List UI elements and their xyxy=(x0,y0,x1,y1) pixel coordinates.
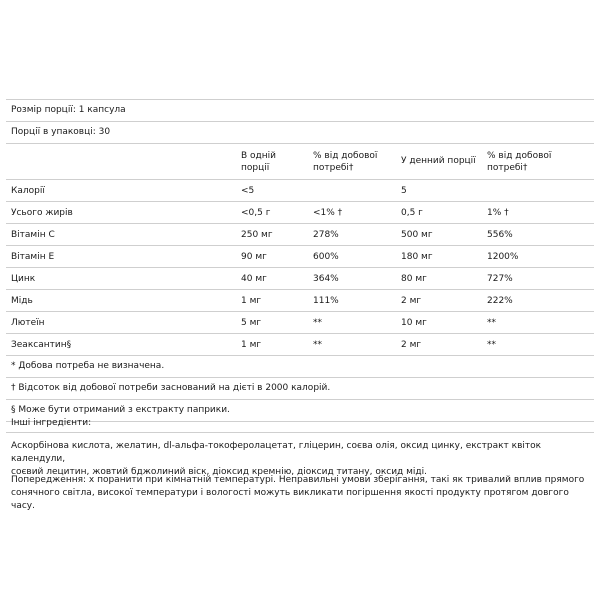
amount-per-day: 180 мг xyxy=(401,252,433,262)
amount-per-day: 0,5 г xyxy=(401,208,423,218)
amount-per-day: 2 мг xyxy=(401,340,422,350)
nutrient-name: Вітамін C xyxy=(11,230,55,240)
col-dv-per-day: % від добової потребі† xyxy=(487,151,552,173)
amount-per-serving: <0,5 г xyxy=(241,208,271,218)
amount-per-day: 10 мг xyxy=(401,318,427,328)
amount-per-serving: <5 xyxy=(241,186,255,196)
dv-per-serving: ** xyxy=(313,318,322,328)
footnote-paprika-source: § Може бути отриманий з екстракту паприки. xyxy=(11,405,230,415)
nutrient-name: Усього жирів xyxy=(11,208,73,218)
dv-per-serving: ** xyxy=(313,340,322,350)
amount-per-serving: 5 мг xyxy=(241,318,262,328)
col-dv-per-serving: % від добової потребі† xyxy=(313,151,378,173)
other-ingredients-heading-row xyxy=(6,418,594,433)
amount-per-day: 2 мг xyxy=(401,296,422,306)
amount-per-serving: 40 мг xyxy=(241,274,267,284)
serving-size-row xyxy=(6,100,594,122)
ingredients-line: Аскорбінова кислота, желатин, dl-альфа-токоферолацетат, гліцерин, соєва олія, оксид цинку, екстракт квіток календули, xyxy=(11,441,542,464)
dv-per-day: 556% xyxy=(487,230,513,240)
dv-per-serving: 278% xyxy=(313,230,339,240)
nutrient-name: Мідь xyxy=(11,296,33,306)
footnote-row xyxy=(6,356,594,378)
footnote-row xyxy=(6,378,594,400)
dv-per-serving: <1% † xyxy=(313,208,343,218)
dv-per-serving: 600% xyxy=(313,252,339,262)
table-row xyxy=(6,334,594,356)
nutrient-name: Зеаксантин§ xyxy=(11,340,72,350)
amount-per-serving: 90 мг xyxy=(241,252,267,262)
amount-per-day: 500 мг xyxy=(401,230,433,240)
table-header-row xyxy=(6,144,594,180)
nutrient-name: Цинк xyxy=(11,274,36,284)
dv-per-day: ** xyxy=(487,318,496,328)
table-row xyxy=(6,202,594,224)
supplement-facts-table xyxy=(6,99,594,422)
amount-per-day: 80 мг xyxy=(401,274,427,284)
amount-per-serving: 1 мг xyxy=(241,340,262,350)
table-row xyxy=(6,268,594,290)
col-per-day: У денний порції xyxy=(401,156,476,166)
amount-per-serving: 250 мг xyxy=(241,230,273,240)
amount-per-day: 5 xyxy=(401,186,407,196)
nutrient-name: Лютеїн xyxy=(11,318,45,328)
table-row xyxy=(6,290,594,312)
dv-per-day: 1200% xyxy=(487,252,519,262)
table-row xyxy=(6,224,594,246)
table-row xyxy=(6,246,594,268)
dv-per-day: 222% xyxy=(487,296,513,306)
warning-line: Попередження: х поранити при кімнатній температурі. Неправильні умови зберігання, такі як тривалий вплив прямого xyxy=(11,475,585,485)
dv-per-serving: 111% xyxy=(313,296,339,306)
nutrient-name: Вітамін E xyxy=(11,252,55,262)
servings-per-container: Порції в упаковці: 30 xyxy=(11,127,111,137)
col-per-serving: В одній порції xyxy=(241,151,276,173)
servings-per-container-row xyxy=(6,122,594,144)
dv-per-day: ** xyxy=(487,340,496,350)
warning-text xyxy=(11,474,591,513)
table-row xyxy=(6,312,594,334)
other-ingredients-label: Інші інгредієнти: xyxy=(11,418,92,428)
dv-per-day: 1% † xyxy=(487,208,509,218)
table-row xyxy=(6,180,594,202)
footnote-daily-value-basis: † Відсоток від добової потреби заснований на дієті в 2000 калорій. xyxy=(11,383,331,393)
amount-per-serving: 1 мг xyxy=(241,296,262,306)
footnote-not-established: * Добова потреба не визначена. xyxy=(11,361,165,371)
warning-line: сонячного світла, високої температури і вологості можуть викликати погіршення якості продукту протягом довгого часу. xyxy=(11,488,569,511)
serving-size: Розмір порції: 1 капсула xyxy=(11,105,126,115)
dv-per-day: 727% xyxy=(487,274,513,284)
dv-per-serving: 364% xyxy=(313,274,339,284)
nutrient-name: Калорії xyxy=(11,186,45,196)
ingredients-line: соєвий лецитин, жовтий бджолиний віск, діоксид кремнію, діоксид титану, оксид міді. xyxy=(11,467,428,477)
